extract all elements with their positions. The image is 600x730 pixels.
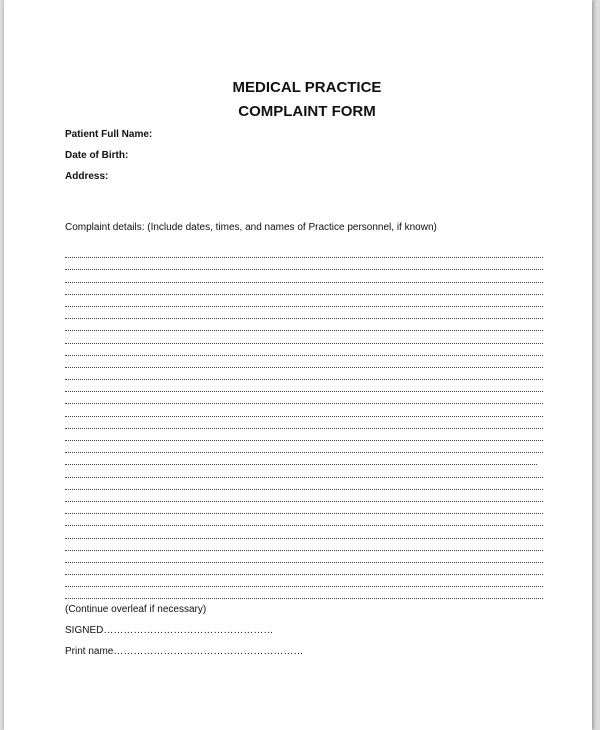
dotted-writing-line[interactable]: [65, 453, 537, 465]
dotted-writing-line[interactable]: [65, 478, 543, 490]
dotted-writing-line[interactable]: [65, 490, 543, 502]
dotted-writing-line[interactable]: [65, 526, 543, 538]
dotted-writing-line[interactable]: [65, 246, 543, 258]
dotted-writing-line[interactable]: [65, 404, 543, 416]
dotted-writing-line[interactable]: [65, 307, 543, 319]
dotted-writing-line[interactable]: [65, 417, 543, 429]
form-title-line2: COMPLAINT FORM: [238, 103, 376, 120]
complaint-details-prompt: Complaint details: (Include dates, times, and names of Practice personnel, if known): [65, 222, 437, 233]
dotted-writing-line[interactable]: [65, 380, 543, 392]
dotted-writing-line[interactable]: [65, 502, 543, 514]
dotted-writing-line[interactable]: [65, 283, 543, 295]
dotted-writing-line[interactable]: [65, 575, 543, 587]
address-label: Address:: [65, 171, 109, 182]
dotted-writing-line[interactable]: [65, 295, 543, 307]
dotted-writing-line[interactable]: [65, 465, 543, 477]
dotted-writing-line[interactable]: [65, 563, 543, 575]
dotted-writing-line[interactable]: [65, 270, 543, 282]
continue-overleaf-note: (Continue overleaf if necessary): [65, 604, 207, 615]
dotted-writing-line[interactable]: [65, 392, 543, 404]
dotted-writing-line[interactable]: [65, 429, 543, 441]
patient-full-name-label: Patient Full Name:: [65, 129, 153, 140]
dotted-writing-line[interactable]: [65, 344, 543, 356]
form-title-line1: MEDICAL PRACTICE: [232, 79, 382, 96]
form-page: [4, 0, 592, 730]
complaint-lines-area[interactable]: [65, 246, 543, 599]
print-name-line[interactable]: Print name…………………………………………………: [65, 646, 304, 657]
dotted-writing-line[interactable]: [65, 331, 543, 343]
dotted-writing-line[interactable]: [65, 319, 543, 331]
dotted-writing-line[interactable]: [65, 356, 543, 368]
dotted-writing-line[interactable]: [65, 587, 543, 599]
dotted-writing-line[interactable]: [65, 258, 543, 270]
dotted-writing-line[interactable]: [65, 514, 543, 526]
signed-line[interactable]: SIGNED……………………………………………: [65, 625, 274, 636]
date-of-birth-label: Date of Birth:: [65, 150, 129, 161]
dotted-writing-line[interactable]: [65, 539, 543, 551]
dotted-writing-line[interactable]: [65, 441, 543, 453]
dotted-writing-line[interactable]: [65, 368, 543, 380]
dotted-writing-line[interactable]: [65, 551, 543, 563]
